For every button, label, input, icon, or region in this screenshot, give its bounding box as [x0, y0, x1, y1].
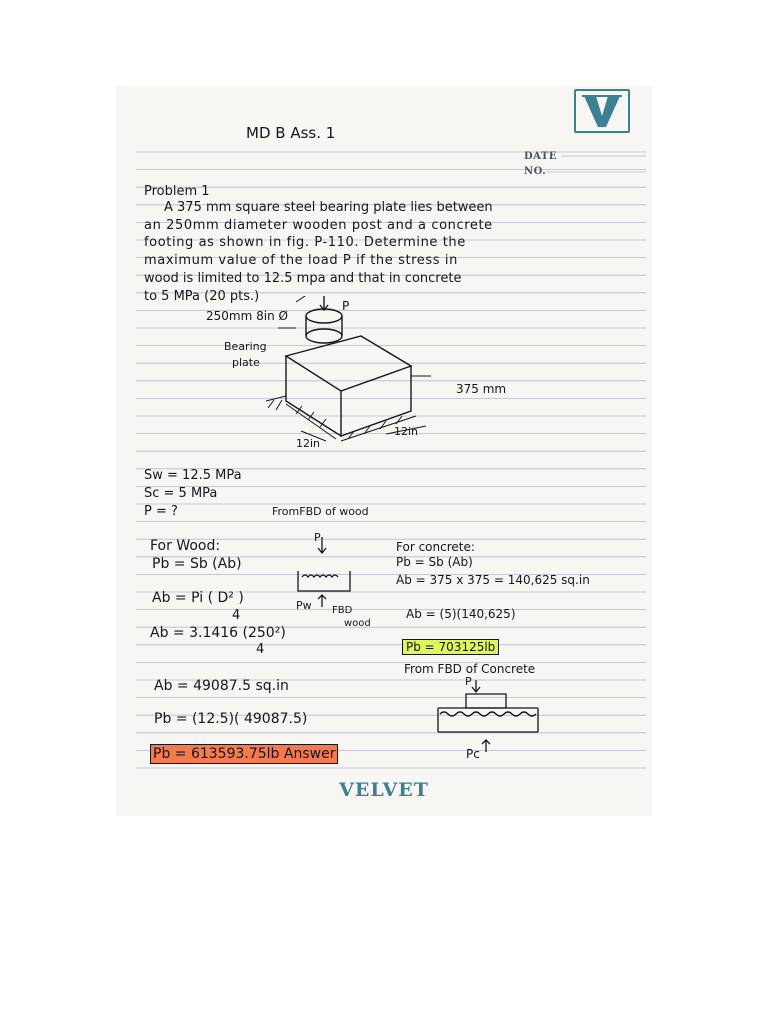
concrete-heading: For concrete: [396, 540, 475, 554]
block-top [286, 336, 411, 391]
wood-line: Ab = 3.1416 (250²) [150, 625, 286, 641]
given-sw: Sw = 12.5 MPa [144, 468, 242, 483]
wood-fbd-block [298, 571, 350, 591]
problem-line: to 5 MPa (20 pts.) [144, 289, 260, 304]
problem-heading: Problem 1 [144, 184, 210, 199]
wood-fbd-label: FBD [332, 605, 353, 616]
post-bottom [306, 329, 342, 343]
problem-line: maximum value of the load P if the stress in [144, 253, 458, 268]
v-logo-icon [576, 91, 628, 131]
wood-fbd-load: P [314, 531, 321, 544]
wood-answer: Pb = 613593.75lb Answer [150, 744, 338, 764]
wood-heading: For Wood: [150, 538, 221, 554]
block-left-face [286, 356, 341, 436]
concrete-fbd-diagram [426, 676, 546, 756]
no-label: NO. [524, 166, 547, 177]
wood-fraction-denominator: 4 [232, 608, 241, 623]
problem-line: wood is limited to 12.5 mpa and that in concrete [144, 271, 462, 286]
concrete-reaction-arrow [482, 740, 490, 752]
wood-fbd-label: wood [344, 618, 371, 629]
wood-fbd-pw: Pw [296, 599, 312, 612]
problem-line: an 250mm diameter wooden post and a concrete [144, 218, 493, 233]
post-dimension-label: 250mm 8in Ø [206, 309, 288, 323]
wood-reaction-arrow [318, 595, 326, 607]
concrete-result: Pb = 703125lb [402, 639, 499, 655]
from-fbd-wood: FromFBD of wood [272, 505, 369, 518]
problem-line: footing as shown in fig. P-110. Determine the [144, 235, 466, 250]
base-dimension-right: 12in [394, 425, 419, 438]
concrete-line: Ab = 375 x 375 = 140,625 sq.in [396, 573, 590, 587]
concrete-line: Ab = (5)(140,625) [406, 607, 516, 621]
concrete-fbd-load: P [465, 675, 472, 688]
wood-line: Pb = (12.5)( 49087.5) [154, 711, 308, 727]
bearing-label: Bearing [224, 340, 267, 353]
concrete-plate [466, 694, 506, 708]
problem-line: A 375 mm square steel bearing plate lies between [164, 200, 493, 215]
brand-footer: VELVET [339, 779, 429, 801]
brand-logo [574, 89, 630, 133]
date-label: DATE [524, 151, 557, 162]
base-dimension-left: 12in [296, 437, 321, 450]
wood-line: Ab = 49087.5 sq.in [154, 678, 289, 694]
notebook-page [116, 86, 652, 816]
given-sc: Sc = 5 MPa [144, 486, 218, 501]
concrete-fbd-pc: Pc [466, 747, 480, 761]
wood-line: Pb = Sb (Ab) [152, 556, 242, 572]
wood-fraction-denominator: 4 [256, 642, 265, 657]
plate-dimension-label: 375 mm [456, 382, 507, 396]
page-title: MD B Ass. 1 [246, 124, 336, 142]
load-label: P [342, 299, 350, 313]
concrete-line: Pb = Sb (Ab) [396, 555, 473, 569]
bearing-label: plate [232, 356, 260, 369]
given-p: P = ? [144, 504, 178, 519]
wood-line: Ab = Pi ( D² ) [152, 590, 244, 606]
concrete-fbd-title: From FBD of Concrete [404, 662, 536, 676]
concrete-load-arrow [472, 680, 480, 692]
